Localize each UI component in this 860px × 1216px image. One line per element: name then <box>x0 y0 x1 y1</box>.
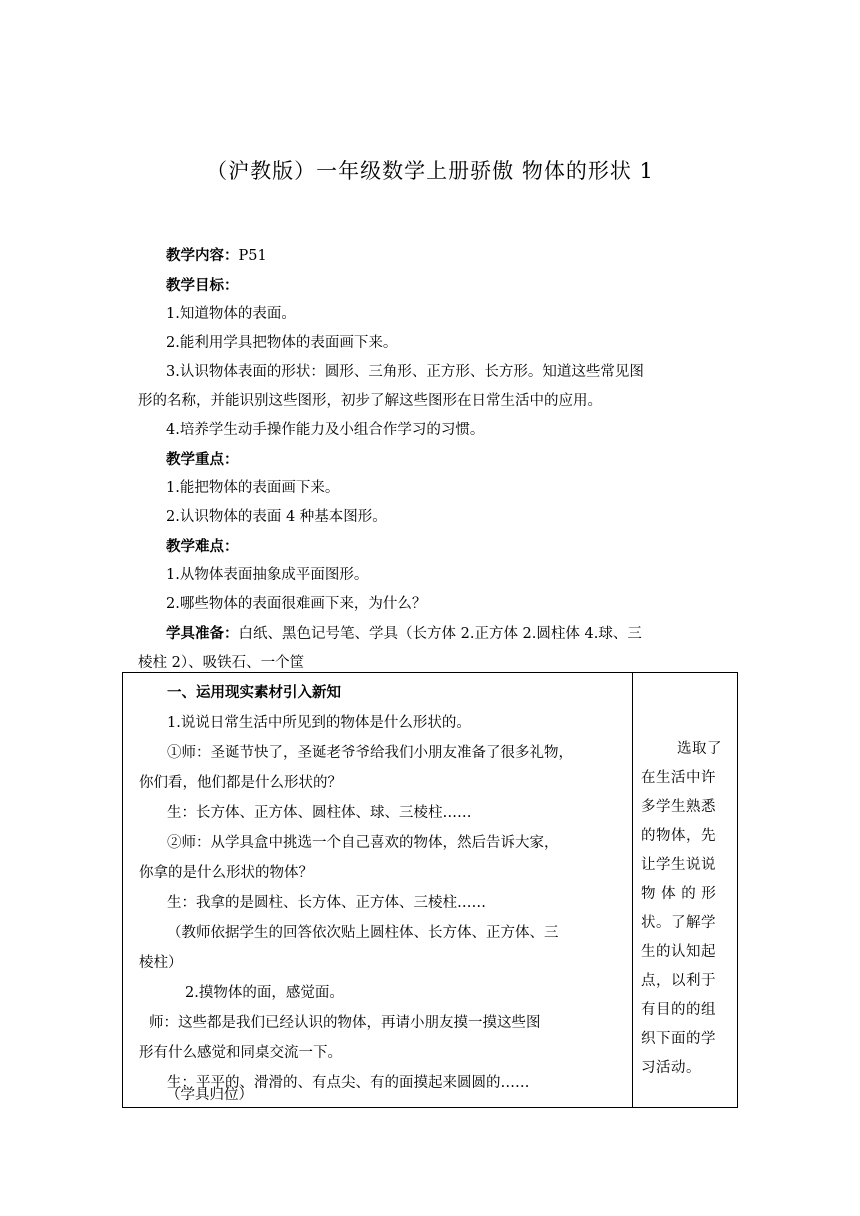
procedure-line: 生：长方体、正方体、圆柱体、球、三棱柱…… <box>167 805 472 821</box>
procedure-line: ②师：从学具盒中挑选一个自己喜欢的物体，然后告诉大家， <box>167 835 559 851</box>
procedure-line: 生：平平的、滑滑的、有点尖、有的面摸起来圆圆的…… <box>167 1075 530 1091</box>
tools-value-continued: 棱柱 2）、吸铁石、一个筐 <box>138 655 305 671</box>
tools-row <box>130 619 740 649</box>
tools-label: 学具准备： <box>166 625 239 642</box>
procedure-line: 1.说说日常生活中所见到的物体是什么形状的。 <box>167 715 471 731</box>
goal-item: 1.知道物体的表面。 <box>166 306 296 322</box>
note-line: 物 体 的 形 <box>641 886 717 902</box>
procedure-line: 你们看，他们都是什么形状的？ <box>139 775 342 791</box>
note-line: 生的认知起 <box>641 944 716 960</box>
note-line: 选取了 <box>677 741 722 757</box>
note-line: 的物体，先 <box>641 828 716 844</box>
difficulty-label: 教学难点： <box>166 538 239 555</box>
goal-item: 4.培养学生动手操作能力及小组合作学习的习惯。 <box>166 422 485 438</box>
lesson-table <box>122 672 738 1108</box>
difficulty-item: 2.哪些物体的表面很难画下来，为什么？ <box>166 596 427 612</box>
note-line: 多学生熟悉 <box>641 799 716 815</box>
note-line: 织下面的学 <box>641 1031 716 1047</box>
note-line: 让学生说说 <box>641 857 716 873</box>
procedure-line: 生：我拿的是圆柱、长方体、正方体、三棱柱…… <box>167 895 486 911</box>
section-heading: 一、运用现实素材引入新知 <box>167 684 341 701</box>
goal-item: 2.能利用学具把物体的表面画下来。 <box>166 335 398 351</box>
lesson-intro <box>130 241 740 678</box>
procedure-line: 师：这些都是我们已经认识的物体，再请小朋友摸一摸这些图 <box>149 1015 541 1031</box>
difficulty-item: 1.从物体表面抽象成平面图形。 <box>166 567 369 583</box>
procedure-line: ①师：圣诞节快了，圣诞老爷爷给我们小朋友准备了很多礼物， <box>167 745 573 761</box>
procedure-line: 你拿的是什么形状的物体？ <box>139 865 313 881</box>
goal-item-continued: 形的名称，并能识别这些图形，初步了解这些图形在日常生活中的应用。 <box>138 393 602 409</box>
design-notes-cell <box>633 673 737 1107</box>
goals-label: 教学目标： <box>166 277 239 294</box>
key-points-label: 教学重点： <box>166 451 239 468</box>
note-line: 在生活中许 <box>641 770 716 786</box>
content-row <box>130 241 740 271</box>
goal-item: 3.认识物体表面的形状：圆形、三角形、正方形、长方形。知道这些常见图 <box>166 364 644 380</box>
content-value: P51 <box>238 248 267 264</box>
procedure-line: 形有什么感觉和同桌交流一下。 <box>139 1045 342 1061</box>
note-line: 状。了解学 <box>641 915 716 931</box>
procedure-line: （学具归位） <box>166 1087 253 1103</box>
key-point-item: 2.认识物体的表面 4 种基本图形。 <box>166 509 387 525</box>
procedure-line: 棱柱） <box>139 955 183 971</box>
procedure-line: （教师依据学生的回答依次贴上圆柱体、长方体、正方体、三 <box>167 925 559 941</box>
tools-value: 白纸、黑色记号笔、学具（长方体 2.正方体 2.圆柱体 4.球、三 <box>238 626 642 642</box>
note-line: 有目的的组 <box>641 1002 716 1018</box>
key-point-item: 1.能把物体的表面画下来。 <box>166 480 340 496</box>
content-label: 教学内容： <box>166 247 239 264</box>
procedure-cell <box>123 673 633 1107</box>
note-line: 点，以利于 <box>641 973 716 989</box>
design-notes <box>641 735 733 1083</box>
procedure-line: 2.摸物体的面，感觉面。 <box>185 985 344 1001</box>
document-title: （沪教版）一年级数学上册骄傲 物体的形状 1 <box>206 159 654 183</box>
note-line: 习活动。 <box>641 1060 701 1076</box>
